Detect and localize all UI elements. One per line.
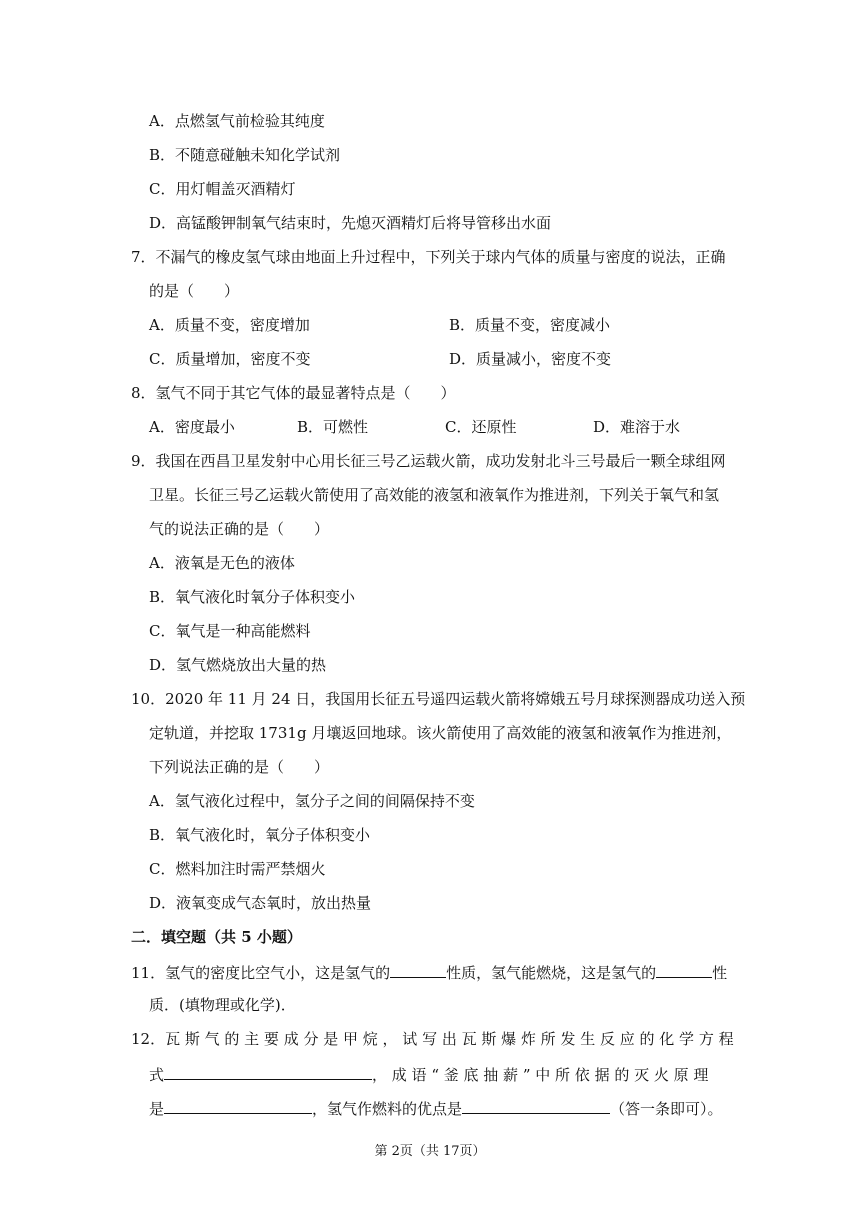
q10-option-d: D．液氧变成气态氧时，放出热量 xyxy=(149,894,372,912)
q6-option-c: C．用灯帽盖灭酒精灯 xyxy=(149,180,296,198)
q11-stem-line2: 质．(填物理或化学)． xyxy=(149,996,296,1014)
q12-blank-principle[interactable] xyxy=(164,1097,312,1114)
q11-blank-1[interactable] xyxy=(390,961,446,978)
q12-text-part5: （答一条即可）。 xyxy=(610,1100,723,1118)
q9-stem-line1: 9．我国在西昌卫星发射中心用长征三号乙运载火箭，成功发射北斗三号最后一颗全球组网 xyxy=(131,452,726,470)
q8-option-a: A．密度最小 xyxy=(149,418,235,436)
q6-option-b: B．不随意碰触未知化学试剂 xyxy=(149,146,341,164)
q6-option-d: D．高锰酸钾制氧气结束时，先熄灭酒精灯后将导管移出水面 xyxy=(149,214,552,232)
q7-stem-line2: 的是（ ） xyxy=(149,282,240,300)
q7-option-b: B．质量不变，密度减小 xyxy=(449,316,611,334)
q12-stem-line1: 12．瓦 斯 气 的 主 要 成 分 是 甲 烷 ， 试 写 出 瓦 斯 爆 炸 所 发 生 反 应 的 化 学 方 程 xyxy=(131,1030,734,1048)
q8-option-c: C．还原性 xyxy=(445,418,517,436)
q8-option-b: B．可燃性 xyxy=(297,418,369,436)
q10-stem-line1: 10．2020 年 11 月 24 日，我国用长征五号遥四运载火箭将嫦娥五号月球探测器成功送入预 xyxy=(131,690,746,708)
q9-stem-line3: 气的说法正确的是（ ） xyxy=(149,520,330,538)
q12-text-part1: 式 xyxy=(149,1066,165,1084)
q9-stem-line2: 卫星。长征三号乙运载火箭使用了高效能的液氢和液氧作为推进剂，下列关于氧气和氢 xyxy=(149,486,720,504)
q12-blank-equation[interactable] xyxy=(164,1063,372,1080)
q12-stem-line2 xyxy=(149,1063,708,1085)
q9-option-d: D．氢气燃烧放出大量的热 xyxy=(149,656,327,674)
q12-stem-line3 xyxy=(149,1097,723,1119)
q8-stem: 8．氢气不同于其它气体的最显著特点是（ ） xyxy=(131,384,456,402)
q9-option-b: B．氧气液化时氧分子体积变小 xyxy=(149,588,356,606)
page-footer: 第 2页（共 17页） xyxy=(374,1144,486,1159)
q7-stem-line1: 7．不漏气的橡皮氢气球由地面上升过程中，下列关于球内气体的质量与密度的说法，正确 xyxy=(131,248,726,266)
q9-option-a: A．液氧是无色的液体 xyxy=(149,554,295,572)
q11-text-part1: 11．氢气的密度比空气小，这是氢气的 xyxy=(131,964,391,982)
q10-option-b: B．氧气液化时，氧分子体积变小 xyxy=(149,826,371,844)
q10-stem-line3: 下列说法正确的是（ ） xyxy=(149,758,330,776)
q12-text-part3: 是 xyxy=(149,1100,165,1118)
q8-option-d: D．难溶于水 xyxy=(593,418,681,436)
q9-option-c: C．氧气是一种高能燃料 xyxy=(149,622,311,640)
q10-option-a: A．氢气液化过程中，氢分子之间的间隔保持不变 xyxy=(149,792,475,810)
q11-text-part2: 性质，氢气能燃烧，这是氢气的 xyxy=(446,964,657,982)
q12-text-part4: ，氢气作燃料的优点是 xyxy=(312,1100,463,1118)
q10-stem-line2: 定轨道，并挖取 1731g 月壤返回地球。该火箭使用了高效能的液氢和液氧作为推进剂， xyxy=(149,724,732,742)
q6-option-a: A．点燃氢气前检验其纯度 xyxy=(149,112,325,130)
q11-stem-line1 xyxy=(131,961,727,983)
q11-text-part3: 性 xyxy=(712,964,728,982)
q7-option-a: A．质量不变，密度增加 xyxy=(149,316,310,334)
q12-text-part2: ， 成 语 “ 釜 底 抽 薪 ” 中 所 依 据 的 灭 火 原 理 xyxy=(372,1066,709,1084)
q10-option-c: C．燃料加注时需严禁烟火 xyxy=(149,860,326,878)
q7-option-d: D．质量减小，密度不变 xyxy=(449,350,612,368)
section-heading-fill-in: 二．填空题（共 5 小题） xyxy=(131,928,302,946)
q11-blank-2[interactable] xyxy=(656,961,712,978)
q12-blank-advantage[interactable] xyxy=(462,1097,610,1114)
q7-option-c: C．质量增加，密度不变 xyxy=(149,350,311,368)
